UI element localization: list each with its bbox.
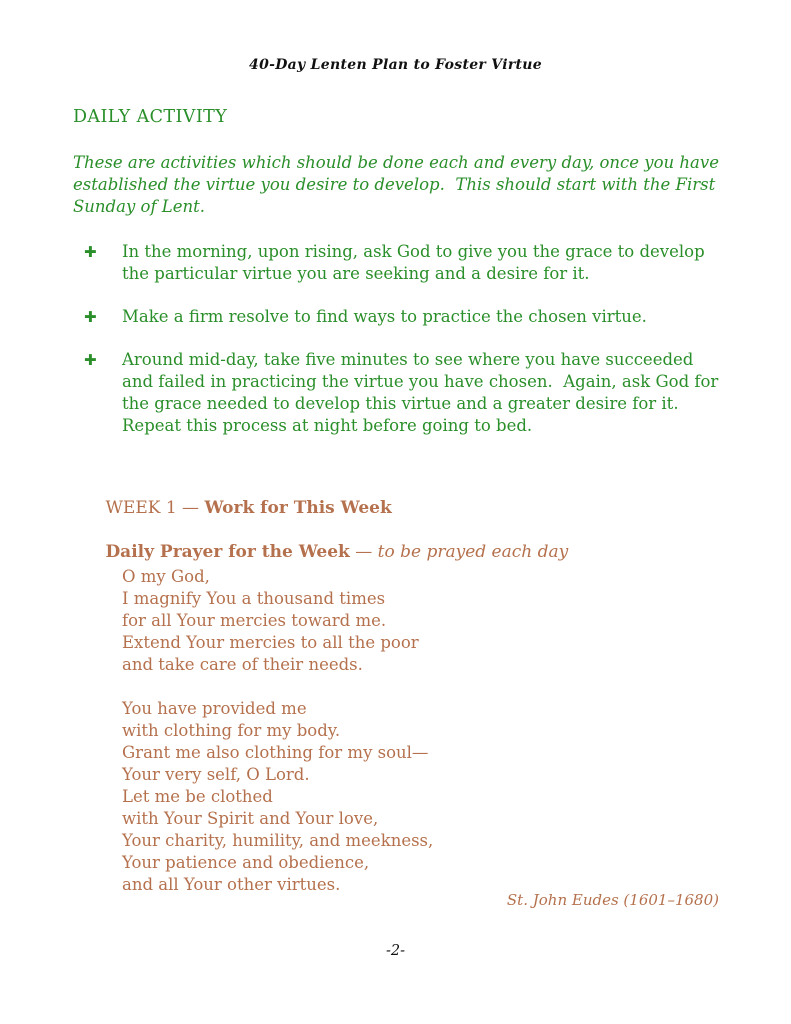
list-item-text: Around mid-day, take five minutes to see where you have succeeded and failed in practicing the virtue you have chosen. Again, ask God for the grace needed to develop this virtue and a greater desire for it. Repeat this process at night before going to bed. — [122, 350, 724, 435]
list-item — [73, 349, 724, 437]
page-number: -2- — [385, 943, 406, 959]
prayer-line: and all Your other virtues. — [122, 875, 341, 894]
cross-bullet-icon: ✚ — [84, 308, 97, 326]
daily-activity-list — [73, 241, 724, 458]
prayer-line: Your patience and obedience, — [122, 853, 370, 872]
prayer-line: with Your Spirit and Your love, — [122, 809, 379, 828]
cross-bullet-icon: ✚ — [84, 351, 97, 369]
prayer-heading-separator: — — [349, 542, 378, 562]
prayer-line: Extend Your mercies to all the poor — [122, 633, 419, 652]
list-item-text: In the morning, upon rising, ask God to give you the grace to develop the particular virtue you are seeking and a desire for it. — [122, 242, 710, 283]
prayer-line: and take care of their needs. — [122, 655, 363, 674]
prayer-line: You have provided me — [122, 699, 307, 718]
prayer-line: Grant me also clothing for my soul— — [122, 743, 429, 762]
week-title: Work for This Week — [204, 498, 392, 518]
prayer-line: with clothing for my body. — [122, 721, 341, 740]
prayer-line: O my God, — [122, 567, 210, 586]
cross-bullet-icon: ✚ — [84, 243, 97, 261]
list-item — [73, 306, 719, 328]
daily-activity-intro: These are activities which should be done each and every day, once you have established the virtue you desire to develop. This should start with the First Sunday of Lent. — [73, 153, 725, 216]
prayer-line: I magnify You a thousand times — [122, 589, 386, 608]
prayer-line: Your very self, O Lord. — [122, 765, 310, 784]
page-content — [73, 0, 725, 1024]
week-label: WEEK 1 — — [105, 498, 205, 518]
prayer-stanza-2 — [122, 698, 719, 896]
list-item-text: Make a firm resolve to find ways to practice the chosen virtue. — [122, 307, 647, 326]
prayer-heading-note: to be prayed each day — [377, 542, 569, 562]
prayer-stanza-1 — [122, 566, 719, 676]
prayer-line: Your charity, humility, and meekness, — [122, 831, 434, 850]
list-item — [73, 241, 719, 285]
daily-activity-heading: DAILY ACTIVITY — [73, 107, 228, 127]
prayer-attribution: St. John Eudes (1601–1680) — [506, 891, 719, 909]
prayer-line: for all Your mercies toward me. — [122, 611, 387, 630]
prayer-heading-label: Daily Prayer for the Week — [105, 542, 350, 562]
prayer-text — [122, 566, 719, 896]
document-title: 40-Day Lenten Plan to Foster Virtue — [249, 57, 542, 73]
prayer-line: Let me be clothed — [122, 787, 273, 806]
